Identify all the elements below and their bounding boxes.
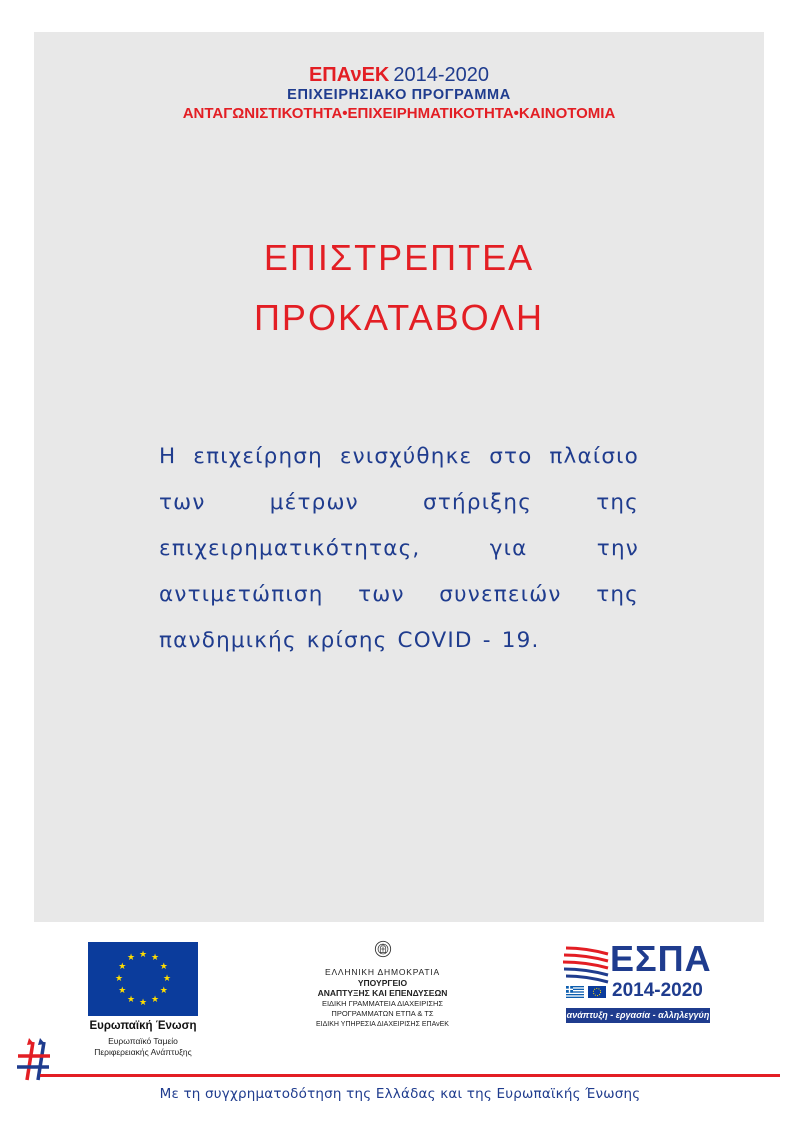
- footer-rule: [40, 1074, 780, 1077]
- eu-star-icon: ★: [118, 986, 127, 996]
- funding-logos: [0, 940, 800, 1060]
- eu-star-icon: ★: [163, 974, 172, 984]
- espa-logo: [560, 938, 720, 1022]
- eu-star-icon: ★: [159, 986, 168, 996]
- secretariat-line-1: ΕΙΔΙΚΗ ΓΡΑΜΜΑΤΕΙΑ ΔΙΑΧΕΙΡΙΣΗΣ: [321, 998, 444, 1008]
- eu-star-icon: ★: [151, 953, 160, 964]
- title-line-1: ΕΠΙΣΤΡΕΠΤΕΑ: [263, 237, 535, 278]
- eu-star-icon: ★: [118, 962, 127, 972]
- espa-years: 2014-2020: [612, 980, 703, 1001]
- managing-service: ΕΙΔΙΚΗ ΥΠΗΡΕΣΙΑ ΔΙΑΧΕΙΡΙΣΗΣ ΕΠΑνΕΚ: [316, 1020, 449, 1028]
- eu-fund-line-1: Ευρωπαϊκό Ταμείο: [108, 1036, 178, 1046]
- eu-star-icon: ★: [151, 994, 160, 1005]
- eu-star-icon: ★: [159, 962, 168, 972]
- ministry-line-2: ΑΝΑΠΤΥΞΗΣ ΚΑΙ ΕΠΕΝΔΥΣΕΩΝ: [317, 988, 448, 998]
- title-line-2: ΠΡΟΚΑΤΑΒΟΛΗ: [253, 297, 545, 338]
- ministry-line-1: ΥΠΟΥΡΓΕΙΟ: [357, 977, 408, 988]
- eu-star-icon: ★: [127, 994, 136, 1005]
- eu-flag-icon: [88, 942, 198, 1016]
- eu-name: Ευρωπαϊκή Ένωση: [89, 1020, 197, 1032]
- epanek-header: [34, 64, 764, 123]
- footer-cofinancing-text: Με τη συγχρηματοδότηση της Ελλάδας και της Ευρωπαϊκής Ένωσης: [159, 1086, 641, 1102]
- eu-mini-flag-icon: [588, 986, 606, 998]
- espa-word: ΕΣΠΑ: [610, 938, 712, 979]
- espa-slogan: ανάπτυξη - εργασία - αλληλεγγύη: [566, 1008, 710, 1023]
- epanek-brand: ΕΠΑνΕΚ: [308, 64, 390, 86]
- espa-stripes-icon: [560, 944, 610, 988]
- hellenic-republic-logo: [290, 940, 475, 1030]
- page-title: [34, 228, 764, 348]
- hellenic-emblem-icon: [374, 940, 392, 958]
- eu-star-icon: ★: [115, 974, 124, 984]
- epanek-axes: ΑΝΤΑΓΩΝΙΣΤΙΚΟΤΗΤΑ•ΕΠΙΧΕΙΡΗΜΑΤΙΚΟΤΗΤΑ•ΚΑΙΝΟΤΟΜΙΑ: [182, 105, 616, 122]
- secretariat-line-2: ΠΡΟΓΡΑΜΜΑΤΩΝ ΕΤΠΑ & ΤΣ: [331, 1009, 434, 1018]
- support-message: Η επιχείρηση ενισχύθηκε στο πλαίσιο των μέτρων στήριξης της επιχειρηματικότητας, για την αντιμετώπιση των συνεπειών της πανδημικής κρίσης COVID - 19.: [159, 444, 639, 653]
- epanek-years: 2014-2020: [393, 64, 490, 86]
- eu-star-icon: ★: [139, 998, 148, 1008]
- eu-fund-line-2: Περιφερειακής Ανάπτυξης: [94, 1047, 192, 1057]
- hellenic-republic-label: ΕΛΛΗΝΙΚΗ ΔΗΜΟΚΡΑΤΙΑ: [324, 967, 441, 977]
- epanek-programme: ΕΠΙΧΕΙΡΗΣΙΑΚΟ ΠΡΟΓΡΑΜΜΑ: [287, 87, 511, 103]
- eu-star-icon: ★: [139, 950, 148, 960]
- eu-star-icon: ★: [127, 953, 136, 964]
- greek-flag-icon: [566, 986, 584, 998]
- poster-panel: [34, 32, 764, 922]
